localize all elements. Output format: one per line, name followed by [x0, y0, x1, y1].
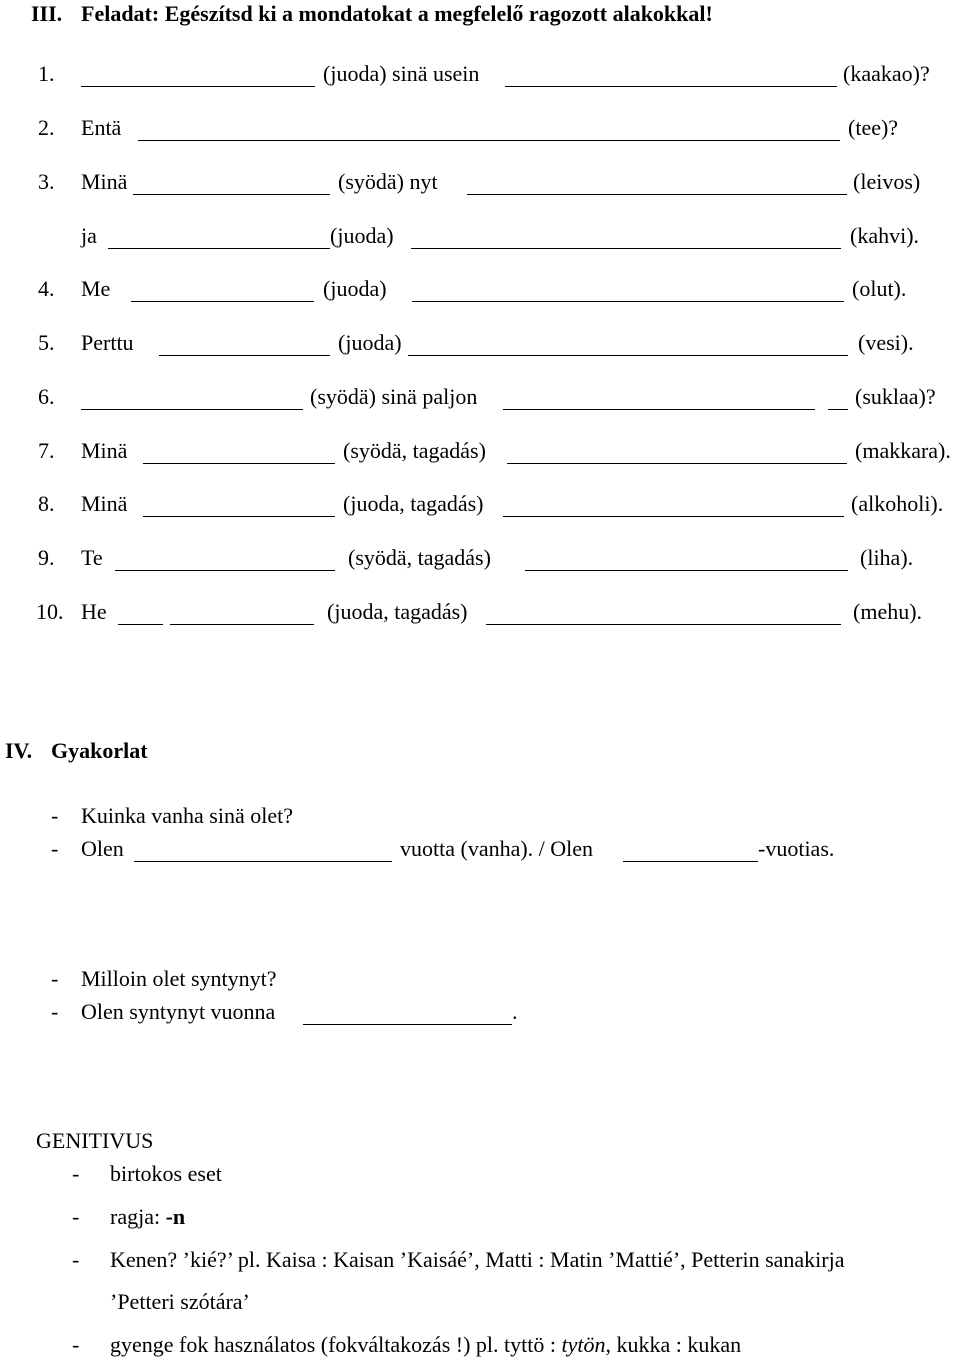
genitivus-heading: GENITIVUS [36, 1128, 154, 1153]
bullet-label: ragja: [110, 1204, 161, 1229]
italic-example: tytön [561, 1332, 606, 1357]
answer-blank[interactable] [467, 194, 847, 195]
answer-blank[interactable] [115, 570, 335, 571]
item-word: Te [81, 545, 103, 570]
item-word: ja [81, 223, 97, 248]
answer-blank[interactable] [81, 409, 303, 410]
noun-prompt: (alkoholi). [851, 491, 944, 516]
item-number: 2. [38, 115, 55, 140]
item-word: Minä [81, 438, 128, 463]
item-word: Entä [81, 115, 122, 140]
answer-blank[interactable] [828, 409, 848, 410]
answer-blank[interactable] [408, 355, 848, 356]
dash-bullet: - [51, 966, 59, 991]
dialogue-text: Milloin olet syntynyt? [81, 966, 277, 991]
answer-blank[interactable] [507, 463, 847, 464]
verb-prompt: (juoda, tagadás) [343, 491, 484, 516]
answer-blank[interactable] [118, 624, 163, 625]
verb-prompt: (juoda) [323, 276, 387, 301]
item-number: 9. [38, 545, 55, 570]
verb-prompt: (juoda) [330, 223, 394, 248]
dialogue-text: . [512, 999, 518, 1024]
answer-blank[interactable] [303, 1024, 512, 1025]
bullet-text-continued: ’Petteri szótára’ [110, 1289, 250, 1314]
answer-blank[interactable] [81, 86, 315, 87]
item-number: 4. [38, 276, 55, 301]
dash-bullet: - [72, 1204, 80, 1229]
answer-blank[interactable] [170, 624, 314, 625]
item-word: Minä [81, 169, 128, 194]
noun-prompt: (makkara). [855, 438, 951, 463]
noun-prompt: (mehu). [853, 599, 923, 624]
item-word: He [81, 599, 107, 624]
noun-prompt: (liha). [860, 545, 914, 570]
dash-bullet: - [72, 1247, 80, 1272]
item-word: Minä [81, 491, 128, 516]
verb-prompt: (syödä) nyt [338, 169, 438, 194]
item-number: 8. [38, 491, 55, 516]
noun-prompt: (tee)? [848, 115, 899, 140]
item-word: Me [81, 276, 111, 301]
answer-blank[interactable] [143, 516, 335, 517]
bullet-text [110, 1206, 185, 1228]
suffix-n: -n [165, 1204, 186, 1229]
dialogue-text: Kuinka vanha sinä olet? [81, 803, 293, 828]
bullet-text: birtokos eset [110, 1161, 222, 1186]
item-number: 3. [38, 169, 55, 194]
verb-prompt: (syödä) sinä paljon [310, 384, 478, 409]
section-3-numeral: III. [31, 1, 63, 26]
answer-blank[interactable] [159, 355, 330, 356]
answer-blank[interactable] [411, 248, 841, 249]
dash-bullet: - [72, 1161, 80, 1186]
answer-blank[interactable] [138, 140, 840, 141]
bullet-text: Kenen? ’kié?’ pl. Kaisa : Kaisan ’Kaisáé’, Matti : Matin ’Mattié’, Petterin sanakirja [110, 1247, 845, 1272]
noun-prompt: (vesi). [858, 330, 914, 355]
dialogue-text: Olen syntynyt vuonna [81, 999, 276, 1024]
answer-blank[interactable] [131, 301, 314, 302]
verb-prompt: (syödä, tagadás) [348, 545, 491, 570]
dash-bullet: - [51, 836, 59, 861]
dash-bullet: - [51, 999, 59, 1024]
item-number: 6. [38, 384, 55, 409]
dialogue-text: vuotta (vanha). / Olen [400, 836, 594, 861]
bullet-tail: , kukka : kukan [605, 1332, 742, 1357]
section-3-title: Feladat: Egészítsd ki a mondatokat a megfelelő ragozott alakokkal! [81, 1, 713, 26]
answer-blank[interactable] [503, 516, 844, 517]
item-number: 10. [36, 599, 64, 624]
noun-prompt: (kaakao)? [843, 61, 930, 86]
item-number: 1. [38, 61, 55, 86]
verb-prompt: (syödä, tagadás) [343, 438, 486, 463]
noun-prompt: (leivos) [853, 169, 921, 194]
section-4-title: Gyakorlat [51, 738, 148, 763]
answer-blank[interactable] [525, 570, 848, 571]
item-word: Perttu [81, 330, 134, 355]
bullet-label: gyenge fok használatos (fokváltakozás !) pl. tyttö : [110, 1332, 556, 1357]
verb-prompt: (juoda) [338, 330, 402, 355]
noun-prompt: (suklaa)? [855, 384, 936, 409]
answer-blank[interactable] [486, 624, 841, 625]
answer-blank[interactable] [133, 194, 330, 195]
dash-bullet: - [72, 1332, 80, 1357]
item-number: 7. [38, 438, 55, 463]
answer-blank[interactable] [143, 463, 335, 464]
dash-bullet: - [51, 803, 59, 828]
item-number: 5. [38, 330, 55, 355]
verb-prompt: (juoda) sinä usein [323, 61, 480, 86]
verb-prompt: (juoda, tagadás) [327, 599, 468, 624]
bullet-text [110, 1334, 741, 1356]
dialogue-text: -vuotias. [758, 836, 835, 861]
answer-blank[interactable] [505, 86, 837, 87]
answer-blank[interactable] [503, 409, 815, 410]
answer-blank[interactable] [134, 861, 392, 862]
answer-blank[interactable] [108, 248, 330, 249]
dialogue-text: Olen [81, 836, 124, 861]
answer-blank[interactable] [412, 301, 844, 302]
noun-prompt: (olut). [852, 276, 907, 301]
answer-blank[interactable] [623, 861, 758, 862]
noun-prompt: (kahvi). [850, 223, 920, 248]
section-4-numeral: IV. [5, 738, 33, 763]
